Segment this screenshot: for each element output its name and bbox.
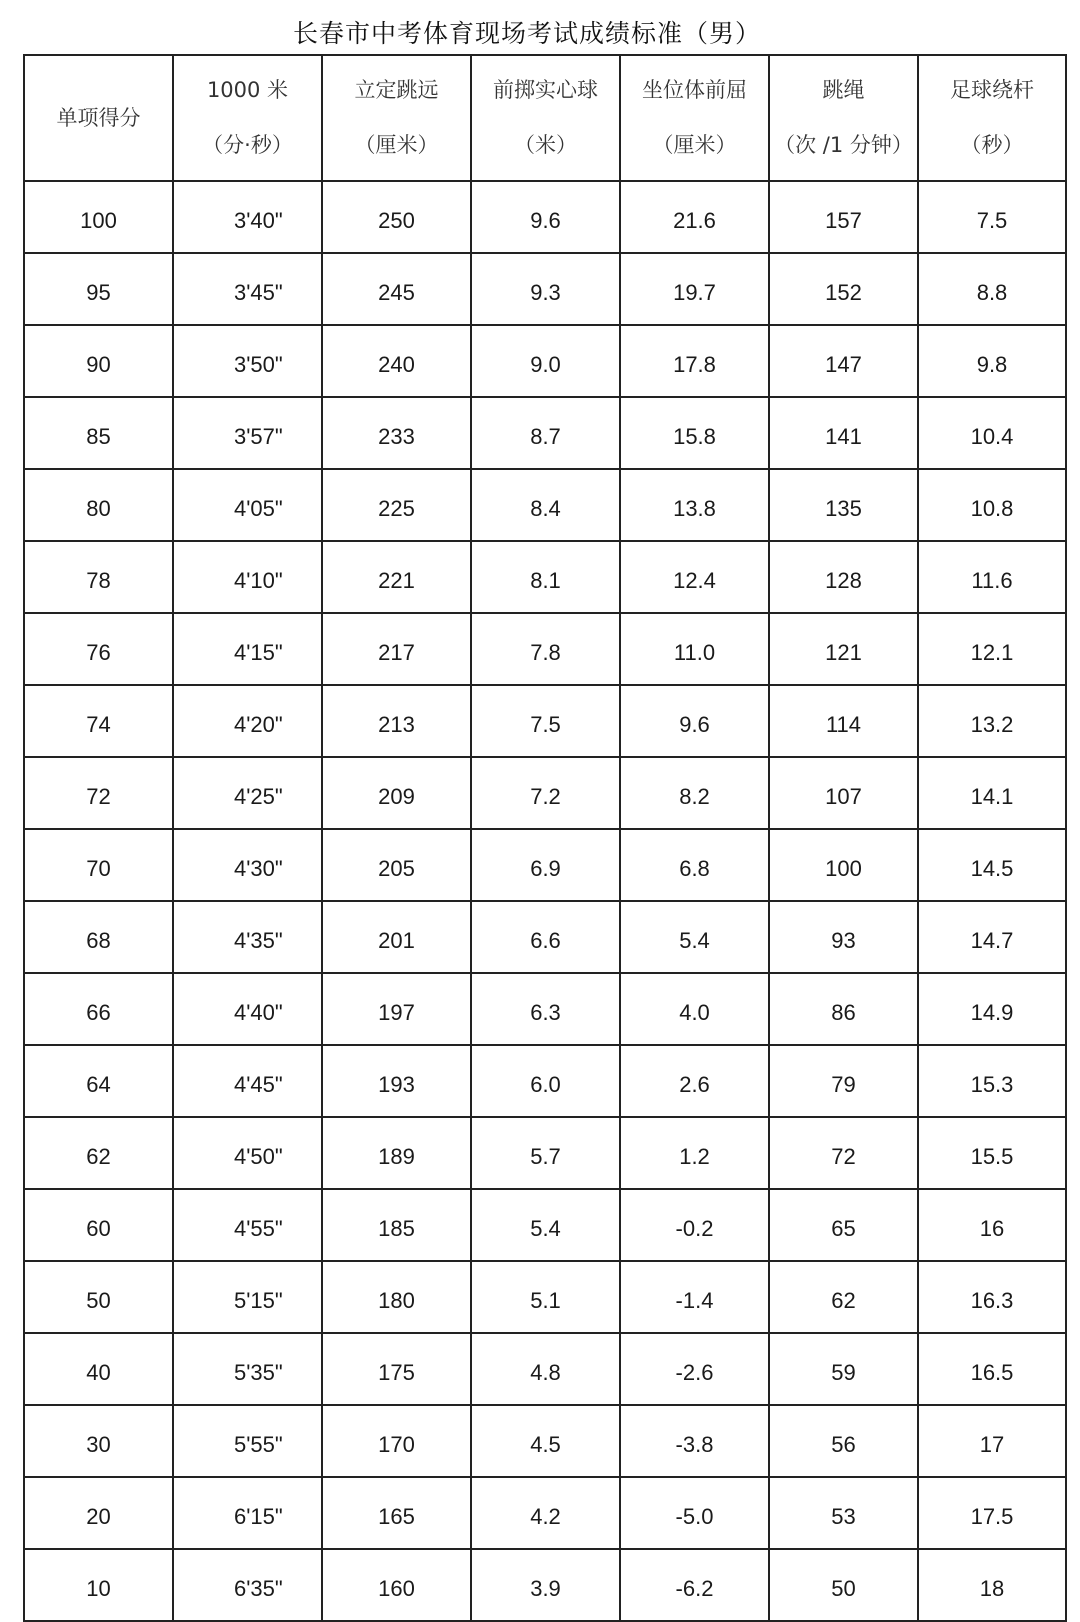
header-1000m xyxy=(173,55,322,181)
cell-medicine-ball: 6.9 xyxy=(471,829,620,901)
cell-football-dribble: 8.8 xyxy=(918,253,1066,325)
cell-sit-and-reach: 1.2 xyxy=(620,1117,769,1189)
cell-football-dribble: 17 xyxy=(918,1405,1066,1477)
cell-standing-long-jump: 245 xyxy=(322,253,471,325)
cell-sit-and-reach: -0.2 xyxy=(620,1189,769,1261)
cell-standing-long-jump: 225 xyxy=(322,469,471,541)
cell-standing-long-jump: 201 xyxy=(322,901,471,973)
cell-football-dribble: 11.6 xyxy=(918,541,1066,613)
header-sit-and-reach-label: 坐位体前屈 xyxy=(642,78,747,102)
header-football-dribble-label: 足球绕杆 xyxy=(950,78,1034,102)
cell-jump-rope: 62 xyxy=(769,1261,918,1333)
cell-score: 74 xyxy=(24,685,173,757)
cell-standing-long-jump: 213 xyxy=(322,685,471,757)
table-row xyxy=(24,901,1066,973)
cell-jump-rope: 93 xyxy=(769,901,918,973)
cell-football-dribble: 14.7 xyxy=(918,901,1066,973)
cell-sit-and-reach: 13.8 xyxy=(620,469,769,541)
table-row xyxy=(24,685,1066,757)
cell-sit-and-reach: 11.0 xyxy=(620,613,769,685)
cell-1000m: 5'35" xyxy=(173,1333,322,1405)
cell-football-dribble: 18 xyxy=(918,1549,1066,1621)
cell-sit-and-reach: 21.6 xyxy=(620,181,769,253)
header-medicine-ball xyxy=(471,55,620,181)
cell-sit-and-reach: 19.7 xyxy=(620,253,769,325)
cell-score: 70 xyxy=(24,829,173,901)
cell-score: 60 xyxy=(24,1189,173,1261)
cell-jump-rope: 72 xyxy=(769,1117,918,1189)
cell-1000m: 6'15" xyxy=(173,1477,322,1549)
cell-sit-and-reach: -3.8 xyxy=(620,1405,769,1477)
table-row xyxy=(24,1045,1066,1117)
cell-football-dribble: 14.9 xyxy=(918,973,1066,1045)
cell-sit-and-reach: -1.4 xyxy=(620,1261,769,1333)
header-standing-long-jump-unit: （厘米） xyxy=(354,133,439,157)
cell-score: 95 xyxy=(24,253,173,325)
table-row xyxy=(24,829,1066,901)
cell-standing-long-jump: 221 xyxy=(322,541,471,613)
header-sit-and-reach-unit: （厘米） xyxy=(652,133,737,157)
cell-medicine-ball: 5.1 xyxy=(471,1261,620,1333)
cell-standing-long-jump: 185 xyxy=(322,1189,471,1261)
header-football-dribble xyxy=(918,55,1066,181)
cell-football-dribble: 14.1 xyxy=(918,757,1066,829)
cell-standing-long-jump: 180 xyxy=(322,1261,471,1333)
cell-jump-rope: 79 xyxy=(769,1045,918,1117)
cell-sit-and-reach: 8.2 xyxy=(620,757,769,829)
cell-football-dribble: 10.8 xyxy=(918,469,1066,541)
table-row xyxy=(24,469,1066,541)
table-row xyxy=(24,1549,1066,1621)
header-jump-rope-unit: （次 /1 分钟） xyxy=(774,133,913,157)
header-1000m-label: 1000 米 xyxy=(206,78,289,102)
header-football-dribble-unit: （秒） xyxy=(960,133,1024,157)
table-row xyxy=(24,181,1066,253)
cell-football-dribble: 13.2 xyxy=(918,685,1066,757)
table-row xyxy=(24,1477,1066,1549)
cell-1000m: 4'40" xyxy=(173,973,322,1045)
cell-score: 10 xyxy=(24,1549,173,1621)
cell-1000m: 5'15" xyxy=(173,1261,322,1333)
cell-medicine-ball: 7.5 xyxy=(471,685,620,757)
cell-medicine-ball: 5.7 xyxy=(471,1117,620,1189)
cell-medicine-ball: 8.7 xyxy=(471,397,620,469)
cell-1000m: 3'45" xyxy=(173,253,322,325)
cell-sit-and-reach: 17.8 xyxy=(620,325,769,397)
cell-medicine-ball: 6.3 xyxy=(471,973,620,1045)
cell-football-dribble: 16 xyxy=(918,1189,1066,1261)
cell-jump-rope: 56 xyxy=(769,1405,918,1477)
cell-standing-long-jump: 189 xyxy=(322,1117,471,1189)
cell-1000m: 4'35" xyxy=(173,901,322,973)
cell-1000m: 4'30" xyxy=(173,829,322,901)
cell-jump-rope: 152 xyxy=(769,253,918,325)
cell-score: 40 xyxy=(24,1333,173,1405)
page-title: 长春市中考体育现场考试成绩标准（男） xyxy=(292,19,761,48)
cell-score: 78 xyxy=(24,541,173,613)
cell-1000m: 4'55" xyxy=(173,1189,322,1261)
table-row xyxy=(24,1405,1066,1477)
header-jump-rope-label: 跳绳 xyxy=(822,78,865,102)
cell-score: 50 xyxy=(24,1261,173,1333)
cell-medicine-ball: 8.1 xyxy=(471,541,620,613)
table-row xyxy=(24,757,1066,829)
cell-jump-rope: 157 xyxy=(769,181,918,253)
cell-sit-and-reach: 5.4 xyxy=(620,901,769,973)
cell-medicine-ball: 3.9 xyxy=(471,1549,620,1621)
table-header-row xyxy=(24,55,1066,181)
cell-football-dribble: 16.5 xyxy=(918,1333,1066,1405)
cell-score: 62 xyxy=(24,1117,173,1189)
cell-1000m: 4'10" xyxy=(173,541,322,613)
cell-score: 30 xyxy=(24,1405,173,1477)
cell-jump-rope: 128 xyxy=(769,541,918,613)
cell-football-dribble: 15.5 xyxy=(918,1117,1066,1189)
cell-score: 80 xyxy=(24,469,173,541)
cell-football-dribble: 16.3 xyxy=(918,1261,1066,1333)
header-standing-long-jump xyxy=(322,55,471,181)
cell-1000m: 4'15" xyxy=(173,613,322,685)
cell-football-dribble: 10.4 xyxy=(918,397,1066,469)
cell-football-dribble: 9.8 xyxy=(918,325,1066,397)
cell-medicine-ball: 4.2 xyxy=(471,1477,620,1549)
cell-standing-long-jump: 160 xyxy=(322,1549,471,1621)
cell-jump-rope: 65 xyxy=(769,1189,918,1261)
cell-jump-rope: 141 xyxy=(769,397,918,469)
cell-score: 20 xyxy=(24,1477,173,1549)
table-row xyxy=(24,613,1066,685)
cell-medicine-ball: 8.4 xyxy=(471,469,620,541)
cell-sit-and-reach: 12.4 xyxy=(620,541,769,613)
cell-score: 68 xyxy=(24,901,173,973)
cell-jump-rope: 114 xyxy=(769,685,918,757)
cell-1000m: 3'40" xyxy=(173,181,322,253)
cell-football-dribble: 7.5 xyxy=(918,181,1066,253)
table-row xyxy=(24,1117,1066,1189)
table-row xyxy=(24,253,1066,325)
table-row xyxy=(24,1333,1066,1405)
cell-standing-long-jump: 170 xyxy=(322,1405,471,1477)
cell-sit-and-reach: 9.6 xyxy=(620,685,769,757)
cell-standing-long-jump: 197 xyxy=(322,973,471,1045)
cell-standing-long-jump: 205 xyxy=(322,829,471,901)
cell-standing-long-jump: 217 xyxy=(322,613,471,685)
cell-sit-and-reach: -5.0 xyxy=(620,1477,769,1549)
cell-football-dribble: 12.1 xyxy=(918,613,1066,685)
cell-standing-long-jump: 233 xyxy=(322,397,471,469)
table-row xyxy=(24,973,1066,1045)
cell-jump-rope: 107 xyxy=(769,757,918,829)
table-body xyxy=(24,181,1066,1621)
cell-medicine-ball: 9.6 xyxy=(471,181,620,253)
header-sit-and-reach xyxy=(620,55,769,181)
cell-medicine-ball: 5.4 xyxy=(471,1189,620,1261)
cell-standing-long-jump: 193 xyxy=(322,1045,471,1117)
cell-medicine-ball: 4.8 xyxy=(471,1333,620,1405)
cell-medicine-ball: 4.5 xyxy=(471,1405,620,1477)
cell-1000m: 4'50" xyxy=(173,1117,322,1189)
cell-standing-long-jump: 240 xyxy=(322,325,471,397)
cell-medicine-ball: 7.8 xyxy=(471,613,620,685)
cell-1000m: 5'55" xyxy=(173,1405,322,1477)
cell-score: 100 xyxy=(24,181,173,253)
header-jump-rope xyxy=(769,55,918,181)
header-standing-long-jump-label: 立定跳远 xyxy=(354,78,439,102)
cell-sit-and-reach: -6.2 xyxy=(620,1549,769,1621)
cell-standing-long-jump: 209 xyxy=(322,757,471,829)
cell-football-dribble: 15.3 xyxy=(918,1045,1066,1117)
score-standard-table xyxy=(23,54,1067,1622)
cell-medicine-ball: 9.3 xyxy=(471,253,620,325)
cell-medicine-ball: 6.6 xyxy=(471,901,620,973)
cell-medicine-ball: 9.0 xyxy=(471,325,620,397)
header-medicine-ball-unit: （米） xyxy=(514,133,577,157)
cell-1000m: 3'57" xyxy=(173,397,322,469)
table-row xyxy=(24,541,1066,613)
cell-sit-and-reach: 15.8 xyxy=(620,397,769,469)
cell-jump-rope: 53 xyxy=(769,1477,918,1549)
cell-jump-rope: 147 xyxy=(769,325,918,397)
header-1000m-unit: （分·秒） xyxy=(202,133,293,157)
cell-1000m: 6'35" xyxy=(173,1549,322,1621)
cell-jump-rope: 59 xyxy=(769,1333,918,1405)
cell-jump-rope: 86 xyxy=(769,973,918,1045)
header-score xyxy=(24,55,173,181)
cell-football-dribble: 17.5 xyxy=(918,1477,1066,1549)
cell-jump-rope: 135 xyxy=(769,469,918,541)
cell-score: 85 xyxy=(24,397,173,469)
cell-1000m: 4'45" xyxy=(173,1045,322,1117)
cell-jump-rope: 121 xyxy=(769,613,918,685)
cell-score: 64 xyxy=(24,1045,173,1117)
cell-standing-long-jump: 165 xyxy=(322,1477,471,1549)
cell-1000m: 4'20" xyxy=(173,685,322,757)
cell-medicine-ball: 6.0 xyxy=(471,1045,620,1117)
table-row xyxy=(24,325,1066,397)
cell-score: 66 xyxy=(24,973,173,1045)
cell-medicine-ball: 7.2 xyxy=(471,757,620,829)
cell-sit-and-reach: 6.8 xyxy=(620,829,769,901)
cell-score: 76 xyxy=(24,613,173,685)
cell-score: 90 xyxy=(24,325,173,397)
table-row xyxy=(24,397,1066,469)
table-row xyxy=(24,1261,1066,1333)
header-medicine-ball-label: 前掷实心球 xyxy=(493,78,598,102)
cell-sit-and-reach: 4.0 xyxy=(620,973,769,1045)
cell-1000m: 4'25" xyxy=(173,757,322,829)
cell-standing-long-jump: 175 xyxy=(322,1333,471,1405)
cell-football-dribble: 14.5 xyxy=(918,829,1066,901)
cell-1000m: 4'05" xyxy=(173,469,322,541)
cell-score: 72 xyxy=(24,757,173,829)
cell-jump-rope: 100 xyxy=(769,829,918,901)
cell-1000m: 3'50" xyxy=(173,325,322,397)
cell-sit-and-reach: 2.6 xyxy=(620,1045,769,1117)
cell-standing-long-jump: 250 xyxy=(322,181,471,253)
header-score-label: 单项得分 xyxy=(56,105,141,130)
table-row xyxy=(24,1189,1066,1261)
cell-jump-rope: 50 xyxy=(769,1549,918,1621)
cell-sit-and-reach: -2.6 xyxy=(620,1333,769,1405)
